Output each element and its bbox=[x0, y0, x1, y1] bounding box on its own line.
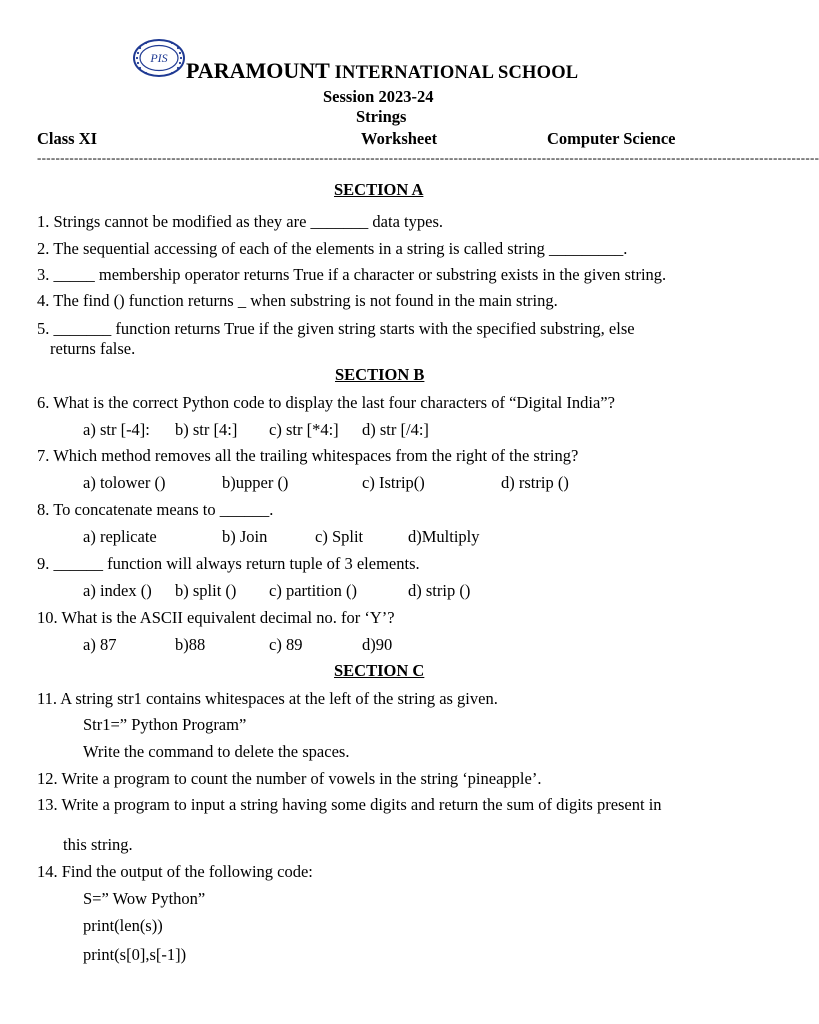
q6-option-c: c) str [*4:] bbox=[269, 420, 339, 439]
question-11-code: Str1=” Python Program” bbox=[83, 715, 247, 734]
question-3: 3. _____ membership operator returns True if a character or substring exists in the given string. bbox=[37, 265, 667, 284]
section-b-title: SECTION B bbox=[335, 365, 425, 384]
q6-option-a: a) str [-4]: bbox=[83, 420, 150, 439]
q10-option-b: b)88 bbox=[175, 635, 206, 654]
question-10: 10. What is the ASCII equivalent decimal no. for ‘Y’? bbox=[37, 608, 395, 627]
q8-option-c: c) Split bbox=[315, 527, 364, 546]
q9-option-d: d) strip () bbox=[408, 581, 471, 600]
question-4: 4. The find () function returns _ when substring is not found in the main string. bbox=[37, 291, 558, 310]
q10-option-c: c) 89 bbox=[269, 635, 303, 654]
question-8: 8. To concatenate means to ______. bbox=[37, 500, 274, 519]
question-12: 12. Write a program to count the number of vowels in the string ‘pineapple’. bbox=[37, 769, 542, 788]
q10-option-a: a) 87 bbox=[83, 635, 117, 654]
q7-option-c: c) Istrip() bbox=[362, 473, 425, 492]
school-name-rest: INTERNATIONAL SCHOOL bbox=[329, 63, 579, 83]
school-name bbox=[186, 58, 578, 84]
question-14: 14. Find the output of the following code: bbox=[37, 862, 313, 881]
question-5-line-1: 5. _______ function returns True if the given string starts with the specified substring, else bbox=[37, 319, 635, 338]
q7-option-b: b)upper () bbox=[222, 473, 289, 492]
question-14-code-line-3: print(s[0],s[-1]) bbox=[83, 945, 187, 964]
q7-option-a: a) tolower () bbox=[83, 473, 166, 492]
svg-text:PIS: PIS bbox=[150, 51, 168, 65]
topic-label: Strings bbox=[356, 107, 407, 126]
school-logo bbox=[132, 38, 186, 78]
session-label: Session 2023-24 bbox=[323, 87, 434, 106]
q9-option-b: b) split () bbox=[175, 581, 237, 600]
divider: ------------------------------------------------------------------------------------------------------------------------------------------------------------------------- bbox=[37, 150, 819, 165]
q6-option-d: d) str [/4:] bbox=[362, 420, 429, 439]
question-7: 7. Which method removes all the trailing whitespaces from the right of the string? bbox=[37, 446, 579, 465]
question-14-code-line-2: print(len(s)) bbox=[83, 916, 163, 935]
section-c-title: SECTION C bbox=[334, 661, 425, 680]
q9-option-c: c) partition () bbox=[269, 581, 357, 600]
q6-option-b: b) str [4:] bbox=[175, 420, 238, 439]
section-a-title: SECTION A bbox=[334, 180, 424, 199]
class-label: Class XI bbox=[37, 129, 98, 148]
subject-label: Computer Science bbox=[547, 129, 676, 148]
q9-option-a: a) index () bbox=[83, 581, 152, 600]
q7-option-d: d) rstrip () bbox=[501, 473, 569, 492]
question-11: 11. A string str1 contains whitespaces at the left of the string as given. bbox=[37, 689, 498, 708]
q8-option-a: a) replicate bbox=[83, 527, 157, 546]
question-2: 2. The sequential accessing of each of the elements in a string is called string _________. bbox=[37, 239, 628, 258]
question-11-instruction: Write the command to delete the spaces. bbox=[83, 742, 350, 761]
doc-type-label: Worksheet bbox=[361, 129, 438, 148]
q8-option-b: b) Join bbox=[222, 527, 268, 546]
question-14-code-line-1: S=” Wow Python” bbox=[83, 889, 206, 908]
question-13-line-1: 13. Write a program to input a string having some digits and return the sum of digits present in bbox=[37, 795, 662, 814]
school-name-first: PARAMOUNT bbox=[186, 58, 330, 83]
question-9: 9. ______ function will always return tuple of 3 elements. bbox=[37, 554, 420, 573]
question-13-line-2: this string. bbox=[63, 835, 133, 854]
question-1: 1. Strings cannot be modified as they are _______ data types. bbox=[37, 212, 443, 231]
question-5-line-2: returns false. bbox=[50, 339, 136, 358]
question-6: 6. What is the correct Python code to display the last four characters of “Digital India”? bbox=[37, 393, 615, 412]
q8-option-d: d)Multiply bbox=[408, 527, 480, 546]
q10-option-d: d)90 bbox=[362, 635, 393, 654]
